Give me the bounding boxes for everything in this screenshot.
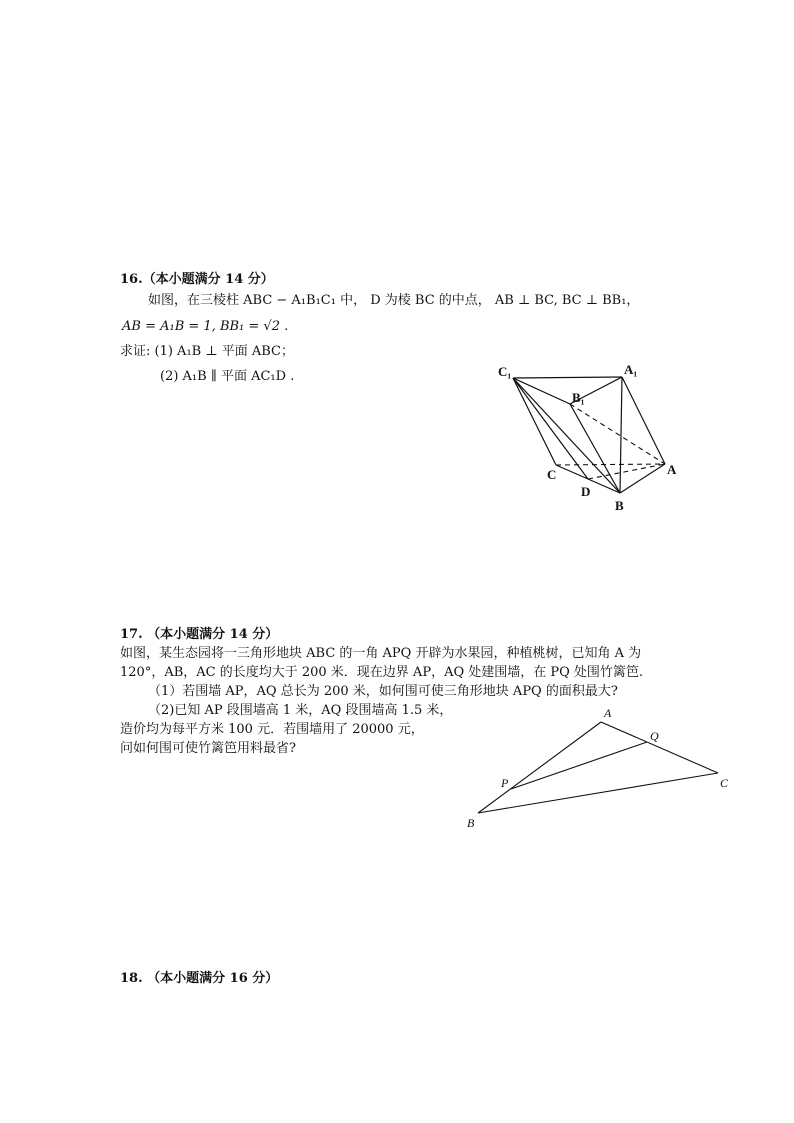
label-c: C bbox=[547, 467, 557, 482]
label-a: A bbox=[667, 462, 677, 477]
label-b: B bbox=[615, 498, 624, 513]
label-b1: B₁ bbox=[572, 390, 585, 405]
q17-part2-line3: 问如何围可使竹篱笆用料最省? bbox=[120, 741, 296, 756]
q17-header: 17. （本小题满分 14 分） bbox=[120, 627, 279, 642]
label-c1: C₁ bbox=[498, 364, 512, 379]
q17-statement-line1: 如图，某生态园将一三角形地块 ABC 的一角 APQ 开辟为水果园，种植桃树，已知角 A 为 bbox=[120, 646, 642, 661]
q16-header: 16.（本小题满分 14 分） bbox=[120, 272, 274, 287]
q16-prove-part1: 求证: (1) A₁B ⊥ 平面 ABC； bbox=[120, 344, 294, 359]
q16-prove-part2: (2) A₁B ∥ 平面 AC₁D . bbox=[160, 369, 295, 384]
q16-statement-line1: 如图，在三棱柱 ABC − A₁B₁C₁ 中， D 为棱 BC 的中点， AB ⊥ BC, BC ⊥ BB₁， bbox=[148, 293, 640, 308]
label-p: P bbox=[501, 776, 509, 790]
label-c: C bbox=[720, 776, 729, 790]
q17-part2-line2: 造价均为每平方米 100 元．若围墙用了 20000 元， bbox=[120, 722, 424, 737]
q17-part1: （1）若围墙 AP，AQ 总长为 200 米，如何围可使三角形地块 APQ 的面积最大? bbox=[148, 684, 618, 699]
q16-statement-line2: AB = A₁B = 1, BB₁ = √2 . bbox=[122, 319, 289, 334]
label-b: B bbox=[467, 816, 475, 830]
label-a: A bbox=[604, 706, 612, 720]
q18-header: 18. （本小题满分 16 分） bbox=[120, 971, 279, 986]
q17-statement-line2: 120°，AB，AC 的长度均大于 200 米．现在边界 AP，AQ 处建围墙，在 PQ 处围竹篱笆. bbox=[120, 665, 644, 680]
label-q: Q bbox=[650, 729, 659, 743]
label-d: D bbox=[581, 484, 591, 499]
q17-part2: （2)已知 AP 段围墙高 1 米，AQ 段围墙高 1.5 米， bbox=[148, 703, 453, 718]
label-a1: A₁ bbox=[624, 362, 638, 377]
